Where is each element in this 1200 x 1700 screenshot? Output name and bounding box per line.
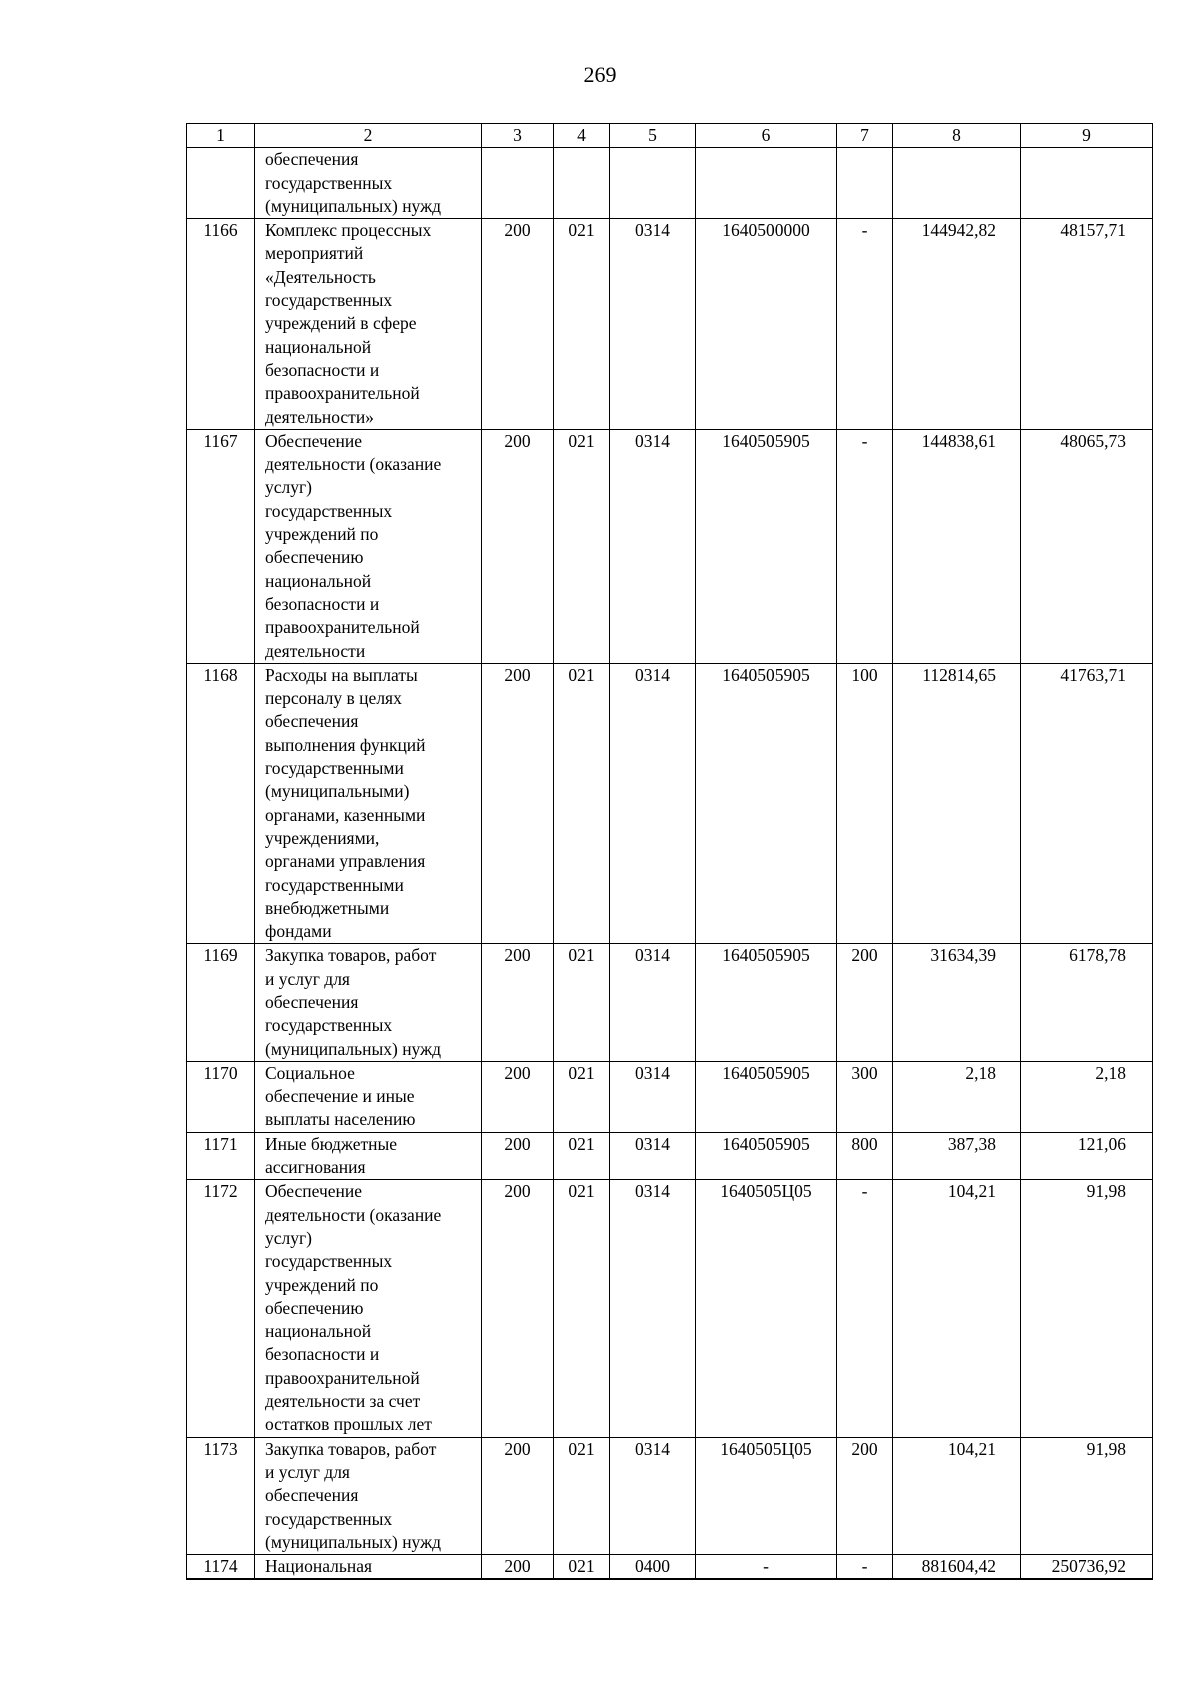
- code-3-cell: 200: [482, 1555, 554, 1580]
- target-article-cell: -: [696, 1555, 837, 1580]
- target-article-cell: 1640505905: [696, 944, 837, 1061]
- row-number-cell: 1174: [187, 1555, 255, 1580]
- item-name-cell: обеспечения государственных (муниципальных) нужд: [255, 148, 482, 219]
- code-4-cell: 021: [554, 1180, 610, 1437]
- code-4-cell: [554, 148, 610, 219]
- column-header: 7: [837, 124, 893, 148]
- section-code-cell: 0314: [610, 429, 696, 663]
- budget-table: [186, 123, 1153, 1580]
- column-header: 8: [893, 124, 1021, 148]
- section-code-cell: 0314: [610, 663, 696, 944]
- item-name-cell: Расходы на выплаты персоналу в целях обеспечения выполнения функций государственными (муниципальными) органами, казенными учреждениями, органами управления государственными внебюджетными фондами: [255, 663, 482, 944]
- expense-type-cell: -: [837, 219, 893, 430]
- amount-9-cell: 6178,78: [1021, 944, 1153, 1061]
- target-article-cell: [696, 148, 837, 219]
- table-body: [187, 124, 1153, 1580]
- expense-type-cell: 300: [837, 1061, 893, 1132]
- item-name-cell: Закупка товаров, работ и услуг для обеспечения государственных (муниципальных) нужд: [255, 944, 482, 1061]
- code-3-cell: 200: [482, 1061, 554, 1132]
- code-3-cell: 200: [482, 429, 554, 663]
- item-name-cell: Обеспечение деятельности (оказание услуг) государственных учреждений по обеспечению национальной безопасности и правоохранительной деятельности: [255, 429, 482, 663]
- code-3-cell: [482, 148, 554, 219]
- amount-8-cell: [893, 148, 1021, 219]
- target-article-cell: 1640505905: [696, 1132, 837, 1180]
- table-row: [187, 944, 1153, 1061]
- item-name-cell: Закупка товаров, работ и услуг для обеспечения государственных (муниципальных) нужд: [255, 1437, 482, 1554]
- expense-type-cell: -: [837, 1555, 893, 1580]
- amount-8-cell: 31634,39: [893, 944, 1021, 1061]
- amount-9-cell: 91,98: [1021, 1437, 1153, 1554]
- code-3-cell: 200: [482, 1180, 554, 1437]
- expense-type-cell: 200: [837, 944, 893, 1061]
- target-article-cell: 1640505905: [696, 1061, 837, 1132]
- item-name-cell: Обеспечение деятельности (оказание услуг) государственных учреждений по обеспечению национальной безопасности и правоохранительной деятельности за счет остатков прошлых лет: [255, 1180, 482, 1437]
- amount-9-cell: 121,06: [1021, 1132, 1153, 1180]
- item-name-cell: Национальная: [255, 1555, 482, 1580]
- table-row: [187, 429, 1153, 663]
- amount-9-cell: 91,98: [1021, 1180, 1153, 1437]
- expense-type-cell: [837, 148, 893, 219]
- table-row: [187, 1437, 1153, 1554]
- amount-8-cell: 112814,65: [893, 663, 1021, 944]
- amount-9-cell: [1021, 148, 1153, 219]
- table-header-row: [187, 124, 1153, 148]
- code-3-cell: 200: [482, 219, 554, 430]
- code-3-cell: 200: [482, 663, 554, 944]
- expense-type-cell: 800: [837, 1132, 893, 1180]
- amount-8-cell: 104,21: [893, 1180, 1021, 1437]
- code-4-cell: 021: [554, 944, 610, 1061]
- table-row: [187, 1132, 1153, 1180]
- expense-type-cell: -: [837, 1180, 893, 1437]
- target-article-cell: 1640505Ц05: [696, 1437, 837, 1554]
- code-4-cell: 021: [554, 1061, 610, 1132]
- column-header: 2: [255, 124, 482, 148]
- amount-9-cell: 2,18: [1021, 1061, 1153, 1132]
- column-header: 1: [187, 124, 255, 148]
- code-4-cell: 021: [554, 1132, 610, 1180]
- expense-type-cell: -: [837, 429, 893, 663]
- target-article-cell: 1640505Ц05: [696, 1180, 837, 1437]
- section-code-cell: 0314: [610, 219, 696, 430]
- item-name-cell: Комплекс процессных мероприятий «Деятельность государственных учреждений в сфере национальной безопасности и правоохранительной деятельности»: [255, 219, 482, 430]
- table-row: [187, 1061, 1153, 1132]
- row-number-cell: 1172: [187, 1180, 255, 1437]
- column-header: 6: [696, 124, 837, 148]
- amount-9-cell: 48157,71: [1021, 219, 1153, 430]
- target-article-cell: 1640500000: [696, 219, 837, 430]
- row-number-cell: 1170: [187, 1061, 255, 1132]
- section-code-cell: [610, 148, 696, 219]
- table-row: [187, 1180, 1153, 1437]
- amount-8-cell: 144942,82: [893, 219, 1021, 430]
- amount-9-cell: 41763,71: [1021, 663, 1153, 944]
- target-article-cell: 1640505905: [696, 429, 837, 663]
- column-header: 4: [554, 124, 610, 148]
- amount-8-cell: 881604,42: [893, 1555, 1021, 1580]
- item-name-cell: Иные бюджетные ассигнования: [255, 1132, 482, 1180]
- section-code-cell: 0314: [610, 944, 696, 1061]
- amount-9-cell: 48065,73: [1021, 429, 1153, 663]
- code-4-cell: 021: [554, 663, 610, 944]
- section-code-cell: 0314: [610, 1180, 696, 1437]
- row-number-cell: 1168: [187, 663, 255, 944]
- column-header: 5: [610, 124, 696, 148]
- row-number-cell: 1169: [187, 944, 255, 1061]
- code-3-cell: 200: [482, 1437, 554, 1554]
- code-3-cell: 200: [482, 1132, 554, 1180]
- table-row: [187, 663, 1153, 944]
- amount-8-cell: 387,38: [893, 1132, 1021, 1180]
- code-3-cell: 200: [482, 944, 554, 1061]
- item-name-cell: Социальное обеспечение и иные выплаты населению: [255, 1061, 482, 1132]
- row-number-cell: 1171: [187, 1132, 255, 1180]
- code-4-cell: 021: [554, 1437, 610, 1554]
- section-code-cell: 0400: [610, 1555, 696, 1580]
- section-code-cell: 0314: [610, 1061, 696, 1132]
- code-4-cell: 021: [554, 1555, 610, 1580]
- page-number: 269: [583, 62, 617, 87]
- table-row: [187, 1555, 1153, 1580]
- column-header: 3: [482, 124, 554, 148]
- row-number-cell: 1167: [187, 429, 255, 663]
- table-row: [187, 148, 1153, 219]
- column-header: 9: [1021, 124, 1153, 148]
- target-article-cell: 1640505905: [696, 663, 837, 944]
- amount-9-cell: 250736,92: [1021, 1555, 1153, 1580]
- amount-8-cell: 104,21: [893, 1437, 1021, 1554]
- section-code-cell: 0314: [610, 1437, 696, 1554]
- expense-type-cell: 100: [837, 663, 893, 944]
- row-number-cell: 1173: [187, 1437, 255, 1554]
- table-row: [187, 219, 1153, 430]
- code-4-cell: 021: [554, 219, 610, 430]
- row-number-cell: 1166: [187, 219, 255, 430]
- amount-8-cell: 2,18: [893, 1061, 1021, 1132]
- code-4-cell: 021: [554, 429, 610, 663]
- expense-type-cell: 200: [837, 1437, 893, 1554]
- amount-8-cell: 144838,61: [893, 429, 1021, 663]
- row-number-cell: [187, 148, 255, 219]
- section-code-cell: 0314: [610, 1132, 696, 1180]
